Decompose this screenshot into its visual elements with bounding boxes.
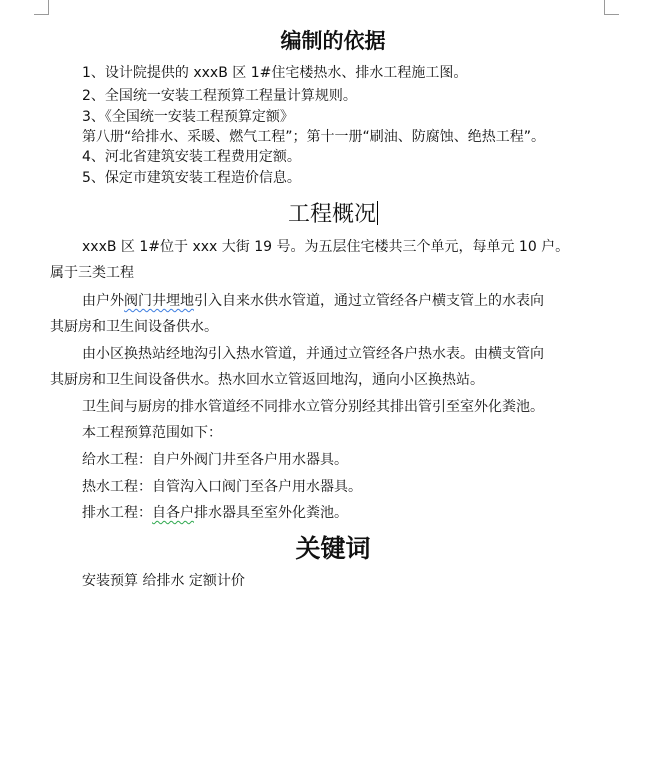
basis-item-2: 2、全国统一安装工程预算工程量计算规则。 (82, 88, 357, 104)
overview-paragraph-3-cont: 其厨房和卫生间设备供水。热水回水立管返回地沟，通向小区换热站。 (50, 372, 484, 388)
basis-item-3-continued: 第八册“给排水、采暖、燃气工程”；第十一册“刷油、防腐蚀、绝热工程”。 (82, 129, 546, 145)
overview-paragraph-2: 由户外阀门井埋地引入自来水供水管道，通过立管经各户横支管上的水表向 (82, 293, 544, 309)
page-corner-mark (604, 0, 619, 15)
overview-paragraph-1-cont: 属于三类工程 (50, 265, 134, 281)
keywords-text: 安装预算 给排水 定额计价 (82, 573, 245, 589)
overview-paragraph-4: 卫生间与厨房的排水管道经不同排水立管分别经其排出管引至室外化粪池。 (82, 399, 544, 415)
basis-item-3: 3、《全国统一安装工程预算定额》 (82, 109, 294, 125)
basis-item-4: 4、河北省建筑安装工程费用定额。 (82, 149, 301, 165)
spell-check-underline[interactable]: 阀门井埋地 (124, 293, 194, 309)
overview-paragraph-1: xxxB 区 1#位于 xxx 大街 19 号。为五层住宅楼共三个单元，每单元 10 户。 (82, 239, 570, 255)
grammar-check-underline[interactable]: 自各户 (152, 505, 194, 521)
basis-item-1: 1、设计院提供的 xxxB 区 1#住宅楼热水、排水工程施工图。 (82, 65, 468, 81)
overview-paragraph-8: 排水工程：自各户排水器具至室外化粪池。 (82, 505, 348, 521)
overview-paragraph-7: 热水工程：自管沟入口阀门至各户用水器具。 (82, 479, 362, 495)
basis-item-5: 5、保定市建筑安装工程造价信息。 (82, 170, 301, 186)
text-cursor (377, 201, 378, 225)
overview-paragraph-2-cont: 其厨房和卫生间设备供水。 (50, 319, 218, 335)
page-corner-mark (34, 0, 49, 15)
overview-paragraph-5: 本工程预算范围如下： (82, 425, 222, 441)
heading-keywords: 关键词 (295, 534, 371, 563)
overview-paragraph-3: 由小区换热站经地沟引入热水管道，并通过立管经各户热水表。由横支管向 (82, 346, 544, 362)
heading-overview: 工程概况 (287, 202, 376, 227)
overview-paragraph-6: 给水工程：自户外阀门井至各户用水器具。 (82, 452, 348, 468)
heading-basis: 编制的依据 (280, 29, 386, 53)
